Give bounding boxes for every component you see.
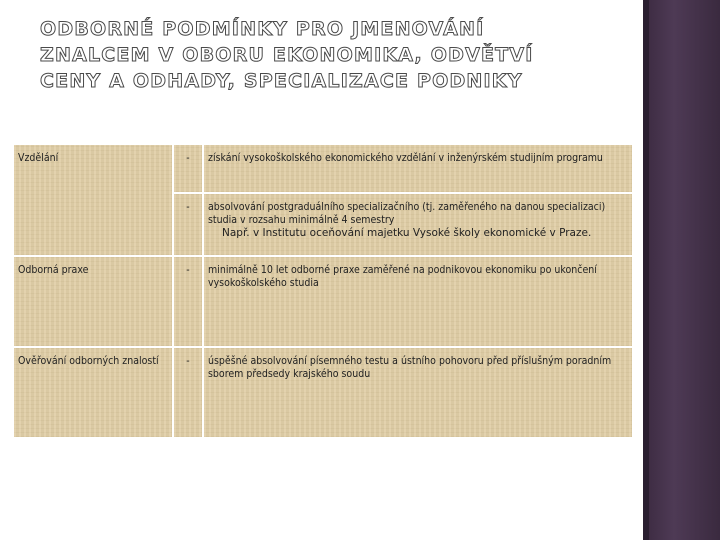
side-decor-strip [643,0,649,540]
education-item-2-note: Např. v Institutu oceňování majetku Vysoké školy ekonomické v Praze. [222,227,592,239]
row-label-education: Vzdělání [14,145,174,255]
row-label-practice: Odborná praxe [14,257,174,346]
practice-item-1: minimálně 10 let odborné praxe zaměřené na podnikovou ekonomiku po ukončení vysokoškolského studia [204,257,632,346]
table-row-education [14,145,632,192]
table-row-verification [14,348,632,437]
bullet-dash: - [174,194,204,255]
education-item-2-cell [204,194,632,255]
verification-item-1: úspěšné absolvování písemného testu a ústního pohovoru před příslušným poradním sborem předsedy krajského soudu [204,348,632,437]
side-decor-panel [643,0,720,540]
education-item-1: získání vysokoškolského ekonomického vzdělání v inženýrském studijním programu [204,145,632,192]
requirements-table [14,143,632,439]
row-label-verification: Ověřování odborných znalostí [14,348,174,437]
education-item-2: absolvování postgraduálního specializačního (tj. zaměřeného na danou specializaci) studia v rozsahu minimálně 4 semestry [208,201,606,226]
bullet-dash: - [174,348,204,437]
slide-title: ODBORNÉ PODMÍNKY PRO JMENOVÁNÍ ZNALCEM V OBORU EKONOMIKA, ODVĚTVÍ CENY A ODHADY, SPECIALIZACE PODNIKY [40,18,534,92]
bullet-dash: - [174,145,204,192]
table-row-practice [14,257,632,346]
bullet-dash: - [174,257,204,346]
